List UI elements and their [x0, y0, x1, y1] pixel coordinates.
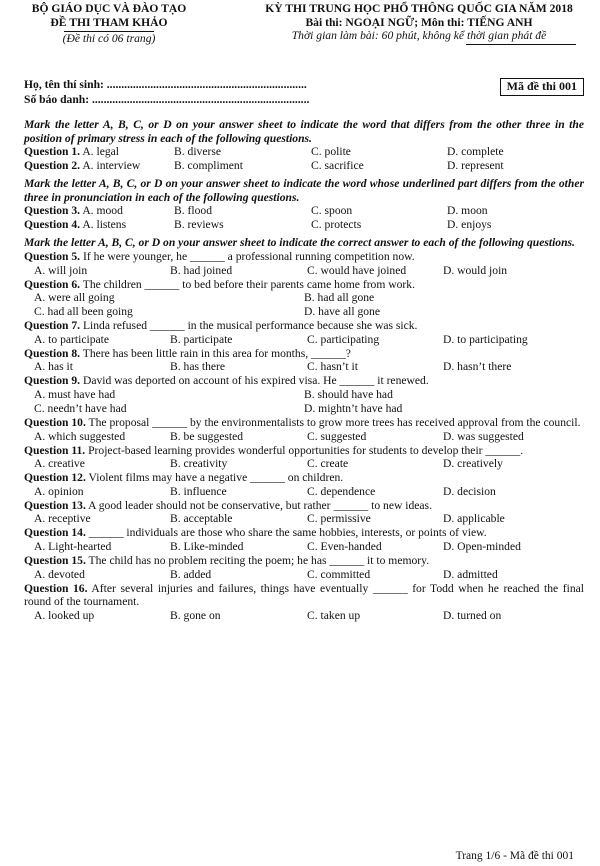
question-4-option-c: C. protects	[311, 218, 362, 232]
question-1-option-b: B. diverse	[174, 145, 222, 159]
question-label: Question 10.	[24, 415, 86, 429]
question-label: Question 6.	[24, 277, 81, 291]
option-b: B. should have had	[304, 387, 393, 401]
question-text: The child has no problem reciting the poem; he has ______ it to memory.	[88, 553, 430, 567]
question-13	[24, 499, 584, 527]
option-row	[24, 540, 584, 554]
question-label: Question 14.	[24, 526, 86, 540]
question-2-option-b: B. compliment	[174, 159, 243, 173]
option-c: C. Even-handed	[307, 539, 382, 553]
option-c: C. taken up	[307, 608, 361, 622]
question-stem	[24, 444, 584, 458]
option-row	[24, 512, 584, 526]
option-a: A. creative	[34, 457, 85, 471]
option-a: A. which suggested	[34, 429, 126, 443]
option-b: B. had all gone	[304, 291, 375, 305]
candidate-id-label: Số báo danh: ...........................................................................	[24, 93, 310, 106]
exam-subject: Bài thi: NGOẠI NGỮ; Môn thi: TIẾNG ANH	[305, 15, 533, 29]
option-a: A. must have had	[34, 387, 116, 401]
question-3-option-d: D. moon	[447, 204, 488, 218]
question-1	[24, 145, 584, 159]
question-10	[24, 416, 584, 444]
option-c: C. hasn’t it	[307, 360, 358, 374]
option-b: B. gone on	[170, 608, 221, 622]
option-a: A. devoted	[34, 567, 85, 581]
option-row	[24, 430, 584, 444]
question-4-option-b: B. reviews	[174, 218, 224, 232]
exam-header	[24, 2, 584, 58]
question-7	[24, 319, 584, 347]
option-row	[24, 388, 584, 402]
option-d: D. turned on	[443, 608, 502, 622]
question-3	[24, 204, 584, 218]
question-stem	[24, 471, 584, 485]
question-stem	[24, 499, 584, 513]
question-stem	[24, 319, 584, 333]
question-4-option-d: D. enjoys	[447, 218, 492, 232]
question-3-option-b: B. flood	[174, 204, 213, 218]
question-1-option-c: C. polite	[311, 145, 351, 159]
question-6	[24, 278, 584, 320]
question-label: Question 9.	[24, 374, 81, 388]
page-footer: Trang 1/6 - Mã đề thi 001	[455, 850, 574, 863]
question-3-label: Question 3.	[24, 204, 81, 218]
question-4	[24, 218, 584, 232]
question-label: Question 13.	[24, 498, 86, 512]
option-d: D. was suggested	[443, 429, 524, 443]
question-3-option-c: C. spoon	[311, 204, 353, 218]
exam-page	[24, 2, 584, 623]
option-a: A. looked up	[34, 608, 95, 622]
option-a: A. will join	[34, 263, 88, 277]
header-right	[234, 2, 600, 45]
question-stem	[24, 250, 584, 264]
section-1-instruction: Mark the letter A, B, C, or D on your answer sheet to indicate the word that differs from the other three in the position of primary stress in each of the following questions.	[24, 118, 584, 145]
question-stem	[24, 582, 584, 609]
question-text: Violent films may have a negative ______ on children.	[88, 471, 344, 485]
option-row	[24, 333, 584, 347]
option-d: D. have all gone	[304, 305, 380, 319]
question-text: Linda refused ______ in the musical performance because she was sick.	[82, 319, 418, 333]
option-d: D. Open-minded	[443, 539, 521, 553]
option-b: B. influence	[170, 484, 227, 498]
question-9	[24, 374, 584, 416]
candidate-name-label: Họ, tên thí sinh: .....................................................................	[24, 78, 307, 91]
option-c: C. needn’t have had	[34, 401, 127, 415]
time-underline	[466, 44, 576, 45]
question-label: Question 12.	[24, 471, 86, 485]
header-left	[24, 2, 194, 46]
question-label: Question 8.	[24, 346, 81, 360]
question-15	[24, 554, 584, 582]
question-text: David was deported on account of his expired visa. He ______ it renewed.	[82, 374, 429, 388]
question-label: Question 11.	[24, 443, 86, 457]
question-text: Project-based learning provides wonderful opportunities for students to develop their ______.	[88, 443, 524, 457]
option-a: A. were all going	[34, 291, 115, 305]
option-c: C. create	[307, 457, 349, 471]
option-row	[24, 568, 584, 582]
option-d: D. applicable	[443, 512, 505, 526]
option-d: D. hasn’t there	[443, 360, 512, 374]
question-2-option-c: C. sacrifice	[311, 159, 364, 173]
option-c: C. dependence	[307, 484, 376, 498]
option-b: B. Like-minded	[170, 539, 244, 553]
question-1-option-d: D. complete	[447, 145, 504, 159]
option-d: D. would join	[443, 263, 508, 277]
question-2-option-d: D. represent	[447, 159, 504, 173]
option-b: B. creativity	[170, 457, 228, 471]
option-b: B. had joined	[170, 263, 233, 277]
option-a: A. Light-hearted	[34, 539, 112, 553]
option-row	[24, 264, 584, 278]
question-text: There has been little rain in this area for months, ______?	[82, 346, 351, 360]
question-2-label: Question 2.	[24, 159, 81, 173]
question-16	[24, 582, 584, 623]
multiple-choice-list	[24, 250, 584, 623]
question-11	[24, 444, 584, 472]
option-c: C. had all been going	[34, 305, 133, 319]
exam-content	[24, 118, 584, 623]
question-3-option-a: A. mood	[82, 204, 123, 218]
question-stem	[24, 278, 584, 292]
candidate-info	[24, 78, 584, 114]
question-1-option-a: A. legal	[82, 145, 120, 159]
option-b: B. acceptable	[170, 512, 233, 526]
question-5	[24, 250, 584, 278]
option-d: D. decision	[443, 484, 496, 498]
question-stem	[24, 526, 584, 540]
question-12	[24, 471, 584, 499]
option-d: D. to participating	[443, 332, 528, 346]
question-text: A good leader should not be conservative, but rather ______ to new ideas.	[88, 498, 432, 512]
option-d: D. creatively	[443, 457, 503, 471]
question-label: Question 15.	[24, 553, 86, 567]
ministry-name: BỘ GIÁO DỤC VÀ ĐÀO TẠO	[31, 2, 187, 15]
question-4-label: Question 4.	[24, 218, 81, 232]
question-label: Question 16.	[24, 581, 88, 595]
question-label: Question 5.	[24, 249, 81, 263]
option-a: A. opinion	[34, 484, 84, 498]
question-label: Question 7.	[24, 319, 81, 333]
option-row	[24, 609, 584, 623]
option-c: C. would have joined	[307, 263, 407, 277]
question-stem	[24, 374, 584, 388]
option-a: A. has it	[34, 360, 73, 374]
option-d: D. mightn’t have had	[304, 401, 403, 415]
exam-type: ĐỀ THI THAM KHẢO	[50, 15, 168, 29]
question-2-option-a: A. interview	[82, 159, 141, 173]
question-text: If he were younger, he ______ a professional running competition now.	[82, 249, 415, 263]
exam-code-box: Mã đề thi 001	[500, 78, 584, 96]
question-stem	[24, 416, 584, 430]
option-a: A. receptive	[34, 512, 91, 526]
question-14	[24, 526, 584, 554]
exam-time: Thời gian làm bài: 60 phút, không kể thời gian phát đề	[291, 29, 547, 43]
option-row	[24, 360, 584, 374]
option-row	[24, 291, 584, 305]
option-c: C. committed	[307, 567, 371, 581]
option-c: C. suggested	[307, 429, 367, 443]
question-4-option-a: A. listens	[82, 218, 127, 232]
exam-title: KỲ THI TRUNG HỌC PHỔ THÔNG QUỐC GIA NĂM 2018	[265, 2, 573, 15]
option-row	[24, 402, 584, 416]
option-row	[24, 485, 584, 499]
question-stem	[24, 347, 584, 361]
question-text: After several injuries and failures, things have eventually ______ for Todd when he reached the final round of the tournament.	[24, 581, 584, 609]
option-b: B. participate	[170, 332, 233, 346]
option-a: A. to participate	[34, 332, 110, 346]
option-b: B. has there	[170, 360, 226, 374]
option-b: B. be suggested	[170, 429, 244, 443]
pages-note: (Đề thi có 06 trang)	[62, 32, 156, 46]
section-3-instruction: Mark the letter A, B, C, or D on your answer sheet to indicate the correct answer to each of the following questions.	[24, 236, 575, 250]
option-row	[24, 457, 584, 471]
question-text: The children ______ to bed before their parents came home from work.	[82, 277, 415, 291]
question-1-label: Question 1.	[24, 145, 81, 159]
question-text: ______ individuals are those who share the same hobbies, interests, or points of view.	[88, 526, 487, 540]
section-2-instruction: Mark the letter A, B, C, or D on your answer sheet to indicate the word whose underlined part differs from the other three in pronunciation in each of the following questions.	[24, 177, 584, 204]
option-c: C. participating	[307, 332, 380, 346]
question-8	[24, 347, 584, 375]
option-c: C. permissive	[307, 512, 371, 526]
question-text: The proposal ______ by the environmentalists to grow more trees has received approval from the council.	[88, 415, 581, 429]
question-2	[24, 159, 584, 173]
question-stem	[24, 554, 584, 568]
option-d: D. admitted	[443, 567, 498, 581]
option-b: B. added	[170, 567, 212, 581]
option-row	[24, 305, 584, 319]
